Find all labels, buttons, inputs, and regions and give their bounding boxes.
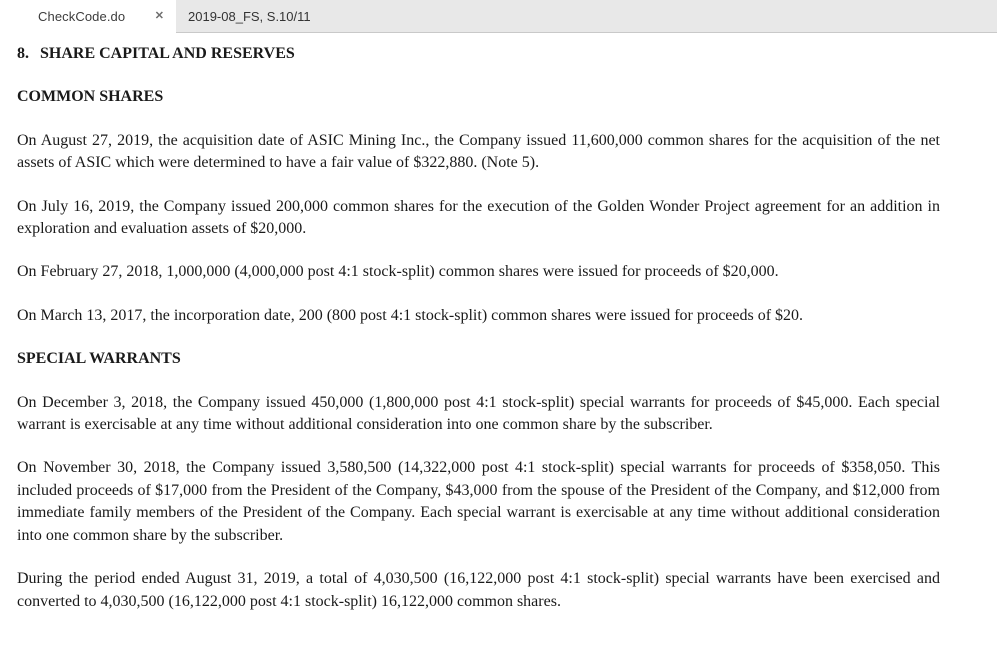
paragraph-common-shares-4: On March 13, 2017, the incorporation date, 200 (800 post 4:1 stock-split) common shares were issued for proceeds of $20. — [17, 306, 804, 324]
paragraph-common-shares-3: On February 27, 2018, 1,000,000 (4,000,000 post 4:1 stock-split) common shares were issued for proceeds of $20,000. — [17, 263, 779, 281]
section-heading — [17, 43, 940, 65]
special-warrants-heading: SPECIAL WARRANTS — [17, 350, 181, 368]
close-icon[interactable]: ✕ — [154, 9, 164, 22]
section-title: SHARE CAPITAL AND RESERVES — [40, 45, 295, 62]
tab-checkcode-label: CheckCode.do — [38, 8, 126, 24]
section-number: 8. — [17, 45, 29, 62]
tab-bar-filler — [335, 0, 997, 33]
common-shares-heading: COMMON SHARES — [17, 88, 164, 106]
paragraph-special-warrants-1: On December 3, 2018, the Company issued 450,000 (1,800,000 post 4:1 stock-split) special warrants for proceeds of $45,000. Each special warrant is exercisable at any time without additional consideration into one common share by the subscriber. — [17, 393, 940, 434]
paragraph-special-warrants-3: During the period ended August 31, 2019, a total of 4,030,500 (16,122,000 post 4:1 stock-split) special warrants have been exercised and converted to 4,030,500 (16,122,000 post 4:1 stock-split) 16,122,000 common shares. — [17, 570, 940, 610]
tab-bar — [0, 0, 997, 33]
document-viewer — [0, 33, 997, 613]
paragraph-special-warrants-2: On November 30, 2018, the Company issued 3,580,500 (14,322,000 post 4:1 stock-split) special warrants for proceeds of $358,050. This included proceeds of $17,000 from the President of the Company, $43,000 from the spouse of the President of the Company, and $12,000 from immediate family members of the President of the Company. Each special warrant is exercisable at any time without additional consideration into one common share by the subscriber. — [17, 459, 940, 544]
tab-fs-document-label: 2019-08_FS, S.10/11 — [188, 8, 311, 24]
paragraph-common-shares-1: On August 27, 2019, the acquisition date of ASIC Mining Inc., the Company issued 11,600,000 common shares for the acquisition of the net assets of ASIC which were determined to have a fair value of $322,880. (Note 5). — [17, 131, 940, 172]
paragraph-common-shares-2: On July 16, 2019, the Company issued 200,000 common shares for the execution of the Golden Wonder Project agreement for an addition in exploration and evaluation assets of $20,000. — [17, 197, 940, 238]
tab-checkcode[interactable] — [0, 0, 176, 33]
tab-fs-document[interactable] — [176, 0, 335, 33]
